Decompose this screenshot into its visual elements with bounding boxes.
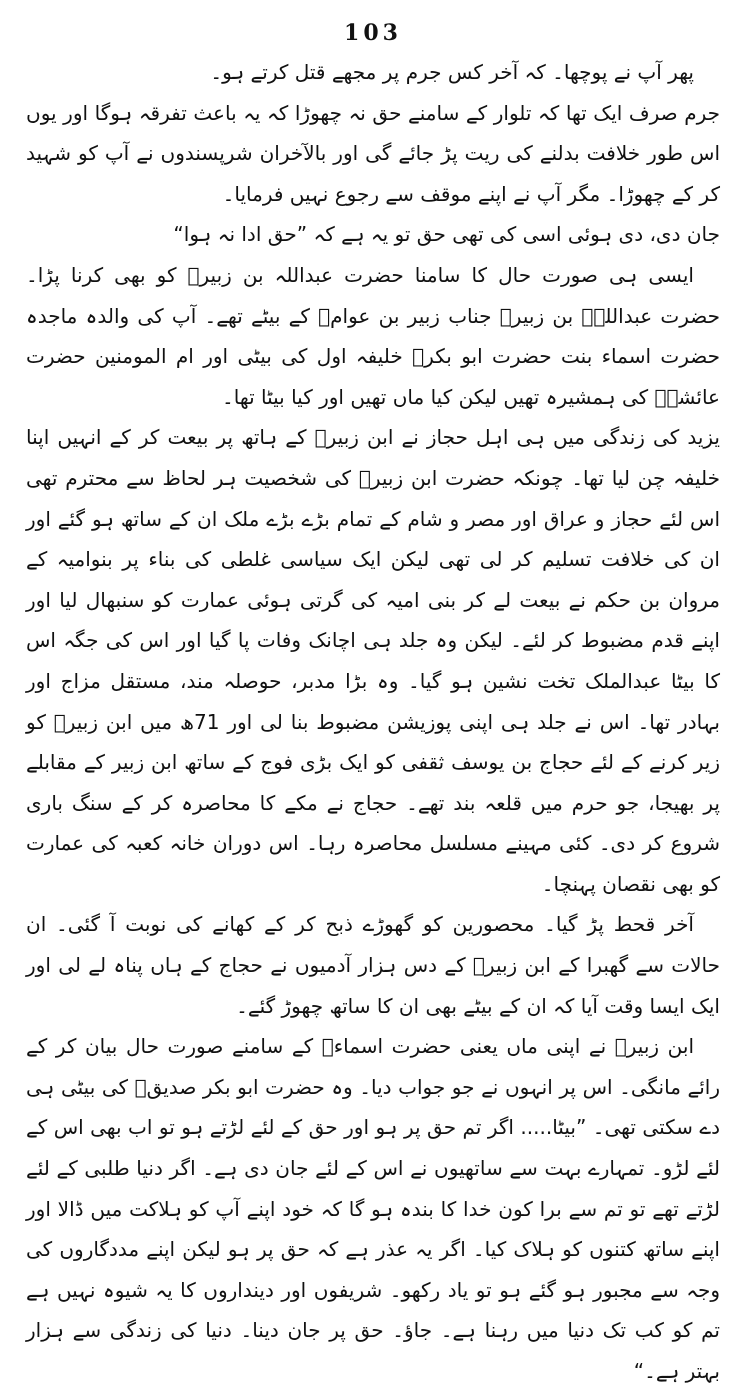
paragraph-famine: آخر قحط پڑ گیا۔ محصورین کو گھوڑے ذبح کر کے کھانے کی نوبت آ گئی۔ ان حالات سے گھبرا کے ابن زبیرؓ کے دس ہزار آدمیوں نے حجاج کے ہاں پناہ لے لی اور ایک ایسا وقت آیا کہ ان کے بیٹے بھی ان کا ساتھ چھوڑ گئے۔ (26, 912, 720, 1018)
paragraph-mother-advice: ابن زبیرؓ نے اپنی ماں یعنی حضرت اسماءؓ کے سامنے صورت حال بیان کر کے رائے مانگی۔ اس پر انہوں نے جو جواب دیا۔ وہ حضرت ابو بکر صدیقؓ کی بیٹی ہی دے سکتی تھی۔ ”بیٹا..... اگر تم حق پر ہو اور حق کے لئے لڑتے ہو تو اب بھی اس کے لئے لڑو۔ تمہارے بہت سے ساتھیوں نے اس کے لئے جان دی ہے۔ اگر دنیا طلبی کے لئے لڑتے تھے تو تم سے برا کون خدا کا بندہ ہو گا کہ خود اپنے آپ کو ہلاکت میں ڈالا اور اپنے ساتھ کتنوں کو ہلاک کیا۔ اگر یہ عذر ہے کہ حق پر ہو لیکن اپنے مددگاروں کی وجہ سے مجبور ہو گئے ہو تو یاد رکھو۔ شریفوں اور دینداروں کا یہ شیوہ نہیں ہے تم کو کب تک دنیا میں رہنا ہے۔ جاؤ۔ حق پر جان دینا۔ دنیا کی زندگی سے ہزار بہتر ہے۔“ (26, 1034, 720, 1383)
page-body (26, 52, 720, 1392)
paragraph-history: یزید کی زندگی میں ہی اہل حجاز نے ابن زبیرؓ کے ہاتھ پر بیعت کر کے انہیں اپنا خلیفہ چن لیا تھا۔ چونکہ حضرت ابن زبیرؓ کی شخصیت ہر لحاظ سے محترم تھی اس لئے حجاز و عراق اور مصر و شام کے تمام بڑے بڑے ملک ان کے ساتھ ہو گئے اور ان کی خلافت تسلیم کر لی تھی لیکن ایک سیاسی غلطی کی بناء پر بنوامیہ کے مروان بن حکم نے بیعت لے کر بنی امیہ کی گرتی ہوئی عمارت کو سنبھال لیا اور اپنے قدم مضبوط کر لئے۔ لیکن وہ جلد ہی اچانک وفات پا گیا اور اس کی جگہ اس کا بیٹا عبدالملک تخت نشین ہو گیا۔ وہ بڑا مدبر، حوصلہ مند، مستقل مزاج اور بہادر تھا۔ اس نے جلد ہی اپنی پوزیشن مضبوط بنا لی اور 71ھ میں ابن زبیرؓ کو زیر کرنے کے لئے حجاج بن یوسف ثقفی کو ایک بڑی فوج کے ساتھ ابن زبیر کے مقابلے پر بھیجا، جو حرم میں قلعہ بند تھے۔ حجاج نے مکے کا محاصرہ کر کے سنگ باری شروع کر دی۔ کئی مہینے مسلسل محاصرہ رہا۔ اس دوران خانہ کعبہ کی عمارت کو بھی نقصان پہنچا۔ (26, 425, 720, 896)
verse-line: جان دی، دی ہوئی اسی کی تھی حق تو یہ ہے کہ ”حق ادا نہ ہوا“ (173, 222, 720, 247)
paragraph-crime: جرم صرف ایک تھا کہ تلوار کے سامنے حق نہ چھوڑا کہ یہ باعث تفرقہ ہوگا اور یوں اس طور خلافت بدلنے کی ریت پڑ جائے گی اور بالآخران شرپسندوں نے آپ کو شہید کر کے چھوڑا۔ مگر آپ نے اپنے موقف سے رجوع نہیں فرمایا۔ (26, 100, 720, 206)
page-number: 103 (344, 20, 402, 46)
paragraph-ibn-zubair-intro: ایسی ہی صورت حال کا سامنا حضرت عبداللہ بن زبیرؓ کو بھی کرنا پڑا۔ حضرت عبداللہؓ بن زبیرؓ جناب زبیر بن عوامؓ کے بیٹے تھے۔ آپ کی والدہ ماجدہ حضرت اسماء بنت حضرت ابو بکرؓ خلیفہ اول کی بیٹی اور ام المومنین حضرت عائشہؓ کی ہمشیرہ تھیں لیکن کیا ماں تھیں اور کیا بیٹا تھا۔ (26, 262, 720, 409)
paragraph-question: پھر آپ نے پوچھا۔ کہ آخر کس جرم پر مجھے قتل کرتے ہو۔ (210, 60, 694, 84)
